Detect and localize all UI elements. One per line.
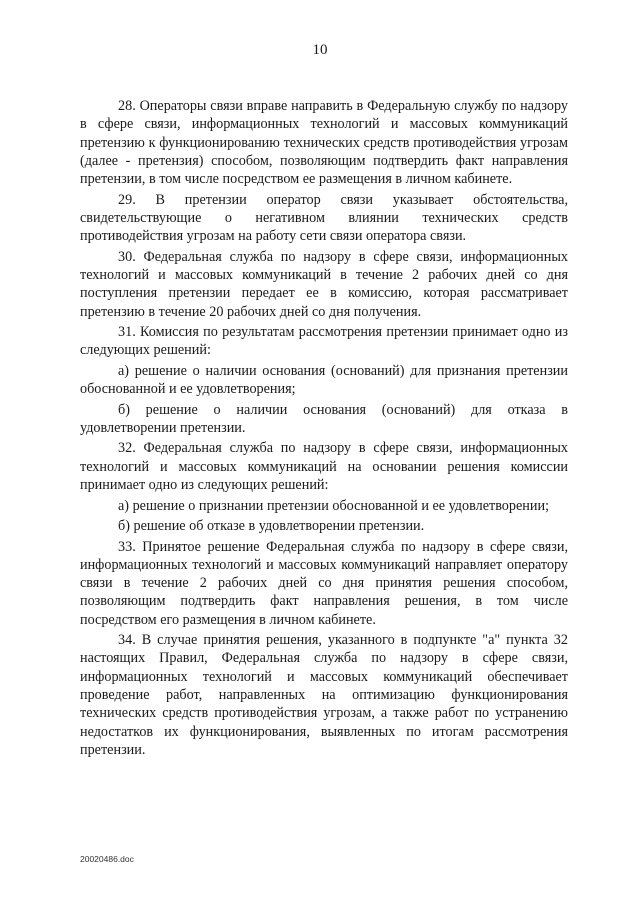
document-body xyxy=(80,97,568,761)
paragraph-29: 29. В претензии оператор связи указывает обстоятельства, свидетельствующие о негативном влиянии технических средств противодействия угрозам на работу сети связи оператора связи. xyxy=(80,191,568,245)
paragraph-30: 30. Федеральная служба по надзору в сфере связи, информационных технологий и массовых коммуникаций в течение 2 рабочих дней со дня поступления претензии передает ее в комиссию, которая рассматривает претензию в течение 20 рабочих дней со дня получения. xyxy=(80,248,568,320)
paragraph-34: 34. В случае принятия решения, указанного в подпункте "а" пункта 32 настоящих Правил, Федеральная служба по надзору в сфере связи, информационных технологий и массовых коммуникаций обеспечивает проведение работ, направленных на оптимизацию функционирования технических средств противодействия угрозам, а также работ по устранению недостатков их функционирования, выявленных по итогам рассмотрения претензии. xyxy=(80,632,568,758)
paragraph-28: 28. Операторы связи вправе направить в Федеральную службу по надзору в сфере связи, информационных технологий и массовых коммуникаций претензию к функционированию технических средств противодействия угрозам (далее - претензия) способом, позволяющим подтвердить факт направления претензии, в том числе посредством ее размещения в личном кабинете. xyxy=(80,98,568,188)
paragraph-32: 32. Федеральная служба по надзору в сфере связи, информационных технологий и массовых коммуникаций на основании решения комиссии принимает одно из следующих решений: xyxy=(80,440,568,494)
paragraph-31-b: б) решение о наличии основания (оснований) для отказа в удовлетворении претензии. xyxy=(80,401,568,436)
paragraph-32-b: б) решение об отказе в удовлетворении претензии. xyxy=(118,518,425,535)
paragraph-31-a: а) решение о наличии основания (оснований) для признания претензии обоснованной и ее удовлетворения; xyxy=(80,362,568,398)
footer-doc-code: 20020486.doc xyxy=(80,854,134,864)
paragraph-31: 31. Комиссия по результатам рассмотрения претензии принимает одно из следующих решений: xyxy=(80,324,568,359)
paragraph-33: 33. Принятое решение Федеральная служба по надзору в сфере связи, информационных технологий и массовых коммуникаций направляет оператору связи в течение 2 рабочих дней со дня принятия решения способом, позволяющим подтвердить факт направления решения, в том числе посредством его размещения в личном кабинете. xyxy=(80,538,568,628)
paragraph-32-a: а) решение о признании претензии обоснованной и ее удовлетворении; xyxy=(118,497,550,514)
page-number: 10 xyxy=(312,42,328,58)
